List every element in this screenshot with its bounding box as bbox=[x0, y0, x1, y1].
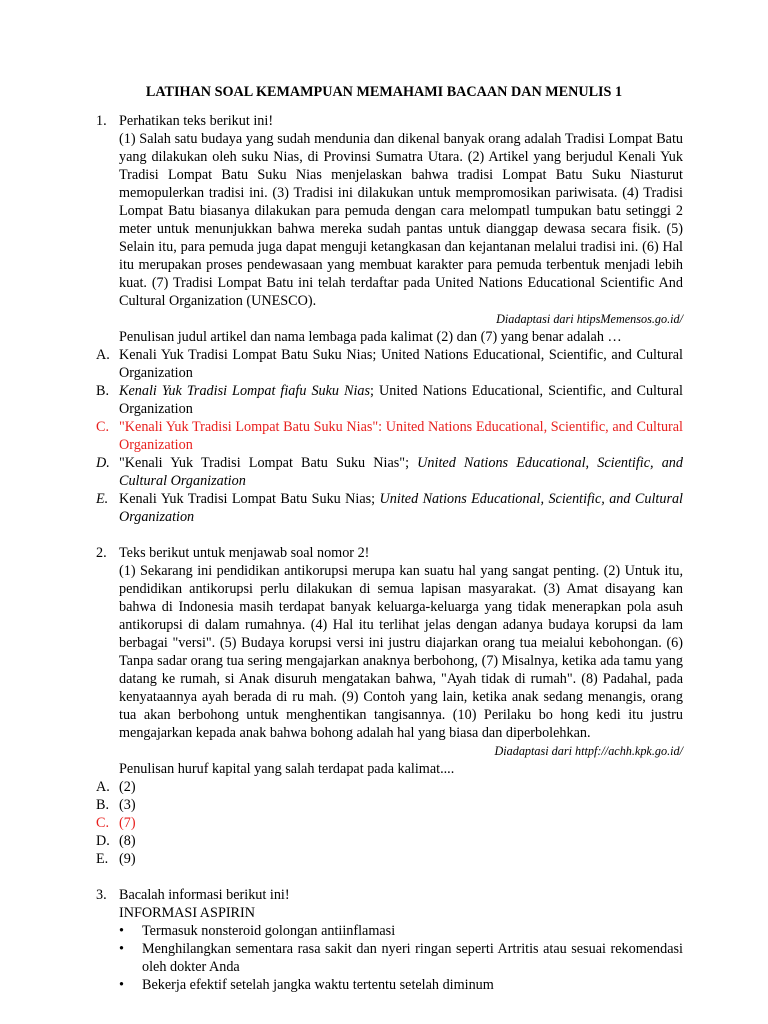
bullet-icon: • bbox=[119, 941, 124, 957]
question-number: 3. bbox=[96, 887, 107, 903]
bullet-icon: • bbox=[119, 977, 124, 993]
question-2 bbox=[96, 544, 683, 868]
answer-option-e[interactable]: E. Kenali Yuk Tradisi Lompat Batu Suku Nias; United Nations Educational, Scientific, and Cultural Organization bbox=[96, 491, 683, 525]
question-1 bbox=[96, 112, 683, 526]
answer-option-e[interactable]: E. (9) bbox=[96, 851, 136, 867]
list-item: • Menghilangkan sementara rasa sakit dan nyeri ringan seperti Artritis atau sesuai rekomendasi oleh dokter Anda bbox=[119, 941, 683, 975]
answer-option-d[interactable]: D. "Kenali Yuk Tradisi Lompat Batu Suku Nias"; United Nations Educational, Scientific, and Cultural Organization bbox=[96, 455, 683, 489]
answer-option-a[interactable]: A. (2) bbox=[96, 779, 136, 795]
question-number: 1. bbox=[96, 113, 107, 129]
page-title: LATIHAN SOAL KEMAMPUAN MEMAHAMI BACAAN DAN MENULIS 1 bbox=[145, 84, 623, 100]
list-item: • Bekerja efektif setelah jangka waktu tertentu setelah diminum bbox=[119, 977, 494, 993]
question-intro: Perhatikan teks berikut ini! bbox=[119, 113, 274, 129]
reading-passage: (1) Salah satu budaya yang sudah mendunia dan dikenal banyak orang adalah Tradisi Lompat Batu yang dilakukan oleh suku Nias, di Provinsi Sumatra Utara. (2) Artikel yang berjudul Kenali Yuk Tradisi Lompat Batu Suku Nias menjelaskan bahwa tradisi Lompat Batu Suku Niasturut memopulerkan tradisi ini. (3) Tradisi ini dilakukan untuk mempromosikan pariwisata. (4) Tradisi Lompat Batu biasanya dilakukan para pemuda dengan cara melompatl tumpukan batu setinggi 2 meter untuk menunjukkan bahwa mereka sudah pantas untuk dianggap dewasa secara fisik. (5) Selain itu, para pemuda juga dapat menguji ketangkasan dan kejantanan melalui tradisi ini. (6) Hal itu merupakan proses pendewasaan yang membuat karakter para pemuda terbentuk menjadi lebih kuat. (7) Tradisi Lompat Batu ini telah terdaftar pada United Nations Educational Scientific And Cultural Organization (UNESCO). bbox=[119, 131, 683, 309]
question-3 bbox=[96, 886, 683, 994]
question-prompt: Penulisan judul artikel dan nama lembaga pada kalimat (2) dan (7) yang benar adalah … bbox=[119, 329, 622, 345]
source-citation: Diadaptasi dari httpf://achh.kpk.go.id/ bbox=[494, 744, 683, 758]
answer-option-d[interactable]: D. (8) bbox=[96, 833, 136, 849]
answer-option-c-correct[interactable]: C. (7) bbox=[96, 815, 136, 831]
answer-option-c-correct[interactable]: C. "Kenali Yuk Tradisi Lompat Batu Suku Nias": United Nations Educational, Scientific, and Cultural Organization bbox=[96, 419, 683, 453]
question-prompt: Penulisan huruf kapital yang salah terdapat pada kalimat.... bbox=[119, 761, 455, 777]
list-item: • Termasuk nonsteroid golongan antiinflamasi bbox=[119, 923, 396, 939]
question-intro: Teks berikut untuk menjawab soal nomor 2! bbox=[119, 545, 370, 561]
answer-option-b[interactable]: B. (3) bbox=[96, 797, 136, 813]
source-citation: Diadaptasi dari htipsMemensos.go.id/ bbox=[496, 312, 683, 326]
bullet-icon: • bbox=[119, 923, 124, 939]
info-bullet-list bbox=[96, 922, 683, 994]
question-number: 2. bbox=[96, 545, 107, 561]
reading-passage: (1) Sekarang ini pendidikan antikorupsi merupa kan suatu hal yang sangat penting. (2) Untuk itu, pendidikan antikorupsi perlu dilakukan di semua lapisan masyarakat. (3) Amat disayang kan bahwa di Indonesia masih terdapat banyak keluarga-keluarga yang tidak menerapkan pola asuh antikorupsi di dalam rumahnya. (4) Hal itu terlihat jelas dengan adanya budaya korupsi da lam berbagai "versi". (5) Budaya korupsi versi ini justru diajarkan orang tua meialui kebohongan. (6) Tanpa sadar orang tua sering mengajarkan anaknya berbohong, (7) Misalnya, ketika ada tamu yang datang ke rumah, si Anak disuruh mengatakan bahwa, "Ayah tidak di rumah". (8) Padahal, pada kenyataannya ayah berada di ru mah. (9) Contoh yang lain, ketika anak sedang menangis, orang tua akan berbohong untuk menghentikan tangisannya. (10) Perilaku bo hong kedi itu justru mengajarkan kepada anak bahwa bohong adalah hal yang biasa dan diperbolehkan. bbox=[119, 563, 683, 741]
answer-option-a[interactable]: A. Kenali Yuk Tradisi Lompat Batu Suku Nias; United Nations Educational, Scientific, and Cultural Organization bbox=[96, 347, 683, 381]
info-heading: INFORMASI ASPIRIN bbox=[119, 905, 255, 921]
answer-option-b[interactable]: B. Kenali Yuk Tradisi Lompat fiafu Suku Nias; United Nations Educational, Scientific, and Cultural Organization bbox=[96, 383, 683, 417]
question-intro: Bacalah informasi berikut ini! bbox=[119, 887, 290, 903]
